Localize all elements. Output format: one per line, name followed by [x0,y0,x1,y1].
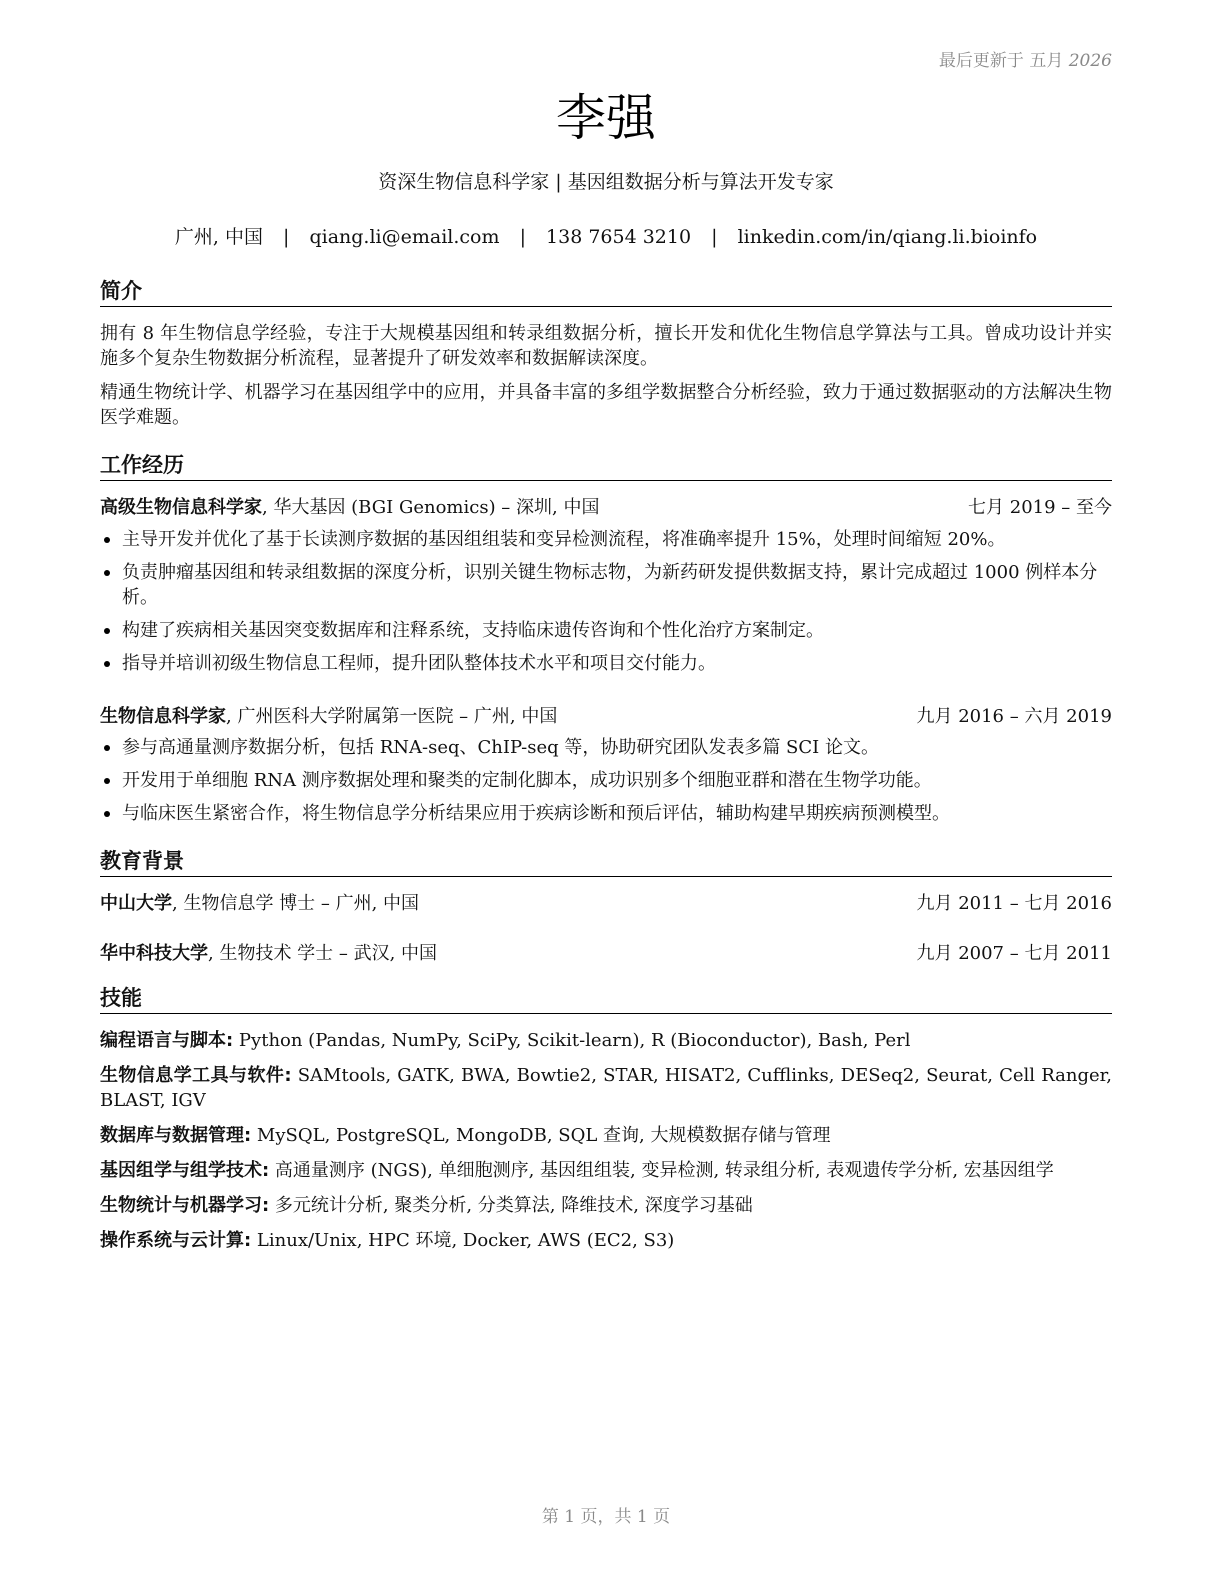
bullet-text: 开发用于单细胞 RNA 测序数据处理和聚类的定制化脚本，成功识别多个细胞亚群和潜在生物学功能。 [122,770,932,791]
education-entry [100,941,1112,966]
skill-row [100,1158,1112,1183]
candidate-name: 李强 [556,89,656,147]
skill-row [100,1123,1112,1148]
skill-value: MySQL, PostgreSQL, MongoDB, SQL 查询, 大规模数据存储与管理 [251,1125,831,1146]
job-header [100,495,1112,520]
skill-label: 基因组学与组学技术: [100,1160,270,1181]
section-title-summary: 简介 [100,278,1112,307]
contact-phone: 138 7654 3210 [546,226,692,248]
summary-section [100,278,1112,430]
bullet-dot-icon [104,778,110,784]
bullet-item [100,801,1112,826]
bullet-text: 负责肿瘤基因组和转录组数据的深度分析，识别关键生物标志物，为新药研发提供数据支持，累计完成超过 1000 例样本分析。 [122,562,1098,608]
skill-value: 多元统计分析, 聚类分析, 分类算法, 降维技术, 深度学习基础 [269,1195,753,1216]
bullet-text: 构建了疾病相关基因突变数据库和注释系统，支持临床遗传咨询和个性化治疗方案制定。 [122,620,824,641]
skill-value: Linux/Unix, HPC 环境, Docker, AWS (EC2, S3) [251,1230,675,1251]
education-detail: , 生物信息学 博士 – 广州, 中国 [172,893,420,914]
last-updated-year: 2026 [1068,51,1112,71]
job-dates: 七月 2019 – 至今 [968,497,1112,518]
education-section [100,848,1112,966]
skills-section [100,985,1112,1253]
job-dates: 九月 2016 – 六月 2019 [916,706,1112,727]
skill-value: 高通量测序 (NGS), 单细胞测序, 基因组组装, 变异检测, 转录组分析, 表观遗传学分析, 宏基因组学 [269,1160,1054,1181]
bullet-text: 主导开发并优化了基于长读测序数据的基因组组装和变异检测流程，将准确率提升 15%，处理时间缩短 20%。 [122,529,1006,550]
education-school: 中山大学 [100,893,172,914]
contact-separator: | [519,226,526,248]
skill-label: 生物统计与机器学习: [100,1195,270,1216]
bullet-dot-icon [104,661,110,667]
bullet-dot-icon [104,745,110,751]
job-org: , 华大基因 (BGI Genomics) – 深圳, 中国 [262,497,600,518]
education-entry [100,891,1112,916]
skill-label: 数据库与数据管理: [100,1125,252,1146]
job-role: 高级生物信息科学家 [100,497,262,518]
education-detail: , 生物技术 学士 – 武汉, 中国 [208,943,438,964]
summary-paragraph: 精通生物统计学、机器学习在基因组学中的应用，并具备丰富的多组学数据整合分析经验，致力于通过数据驱动的方法解决生物医学难题。 [100,382,1112,428]
skill-row [100,1193,1112,1218]
skill-row [100,1228,1112,1253]
job-role: 生物信息科学家 [100,706,226,727]
bullet-item [100,651,1112,676]
job-entry [100,495,1112,676]
job-bullets [100,735,1112,826]
bullet-dot-icon [104,628,110,634]
bullet-dot-icon [104,570,110,576]
contact-separator: | [283,226,290,248]
bullet-text: 参与高通量测序数据分析，包括 RNA-seq、ChIP-seq 等，协助研究团队发表多篇 SCI 论文。 [122,737,879,758]
last-updated [939,46,1112,71]
experience-section [100,452,1112,826]
contact-separator: | [711,226,718,248]
job-bullets [100,527,1112,676]
skill-row [100,1028,1112,1053]
bullet-text: 与临床医生紧密合作，将生物信息学分析结果应用于疾病诊断和预后评估，辅助构建早期疾病预测模型。 [122,803,950,824]
contact-linkedin[interactable]: linkedin.com/in/qiang.li.bioinfo [737,226,1038,248]
contact-email[interactable]: qiang.li@email.com [309,226,500,248]
skill-label: 生物信息学工具与软件: [100,1065,292,1086]
skill-label: 操作系统与云计算: [100,1230,252,1251]
bullet-item [100,735,1112,760]
candidate-headline: 资深生物信息科学家 | 基因组数据分析与算法开发专家 [378,171,834,193]
bullet-dot-icon [104,537,110,543]
contact-location: 广州, 中国 [174,226,263,248]
skill-value: SAMtools, GATK, BWA, Bowtie2, STAR, HISAT2, Cufflinks, DESeq2, Seurat, Cell Ranger, BLAST, IGV [100,1065,1113,1111]
section-title-education: 教育背景 [100,848,1112,877]
summary-paragraph: 拥有 8 年生物信息学经验，专注于大规模基因组和转录组数据分析，擅长开发和优化生物信息学算法与工具。曾成功设计并实施多个复杂生物数据分析流程，显著提升了研发效率和数据解读深度。 [100,323,1112,369]
skill-value: Python (Pandas, NumPy, SciPy, Scikit-learn), R (Bioconductor), Bash, Perl [233,1030,911,1051]
job-header [100,704,1112,729]
bullet-dot-icon [104,811,110,817]
bullet-item [100,618,1112,643]
section-title-experience: 工作经历 [100,452,1112,481]
skill-label: 编程语言与脚本: [100,1030,234,1051]
education-dates: 九月 2007 – 七月 2011 [916,943,1112,964]
page-number: 第 1 页，共 1 页 [541,1507,671,1527]
bullet-text: 指导并培训初级生物信息工程师，提升团队整体技术水平和项目交付能力。 [122,653,716,674]
skill-row [100,1063,1112,1113]
education-dates: 九月 2011 – 七月 2016 [916,893,1112,914]
bullet-item [100,768,1112,793]
last-updated-label: 最后更新于 五月 [938,51,1064,71]
job-entry [100,704,1112,826]
resume-page [100,0,1112,1584]
contact-line [100,224,1112,250]
job-org: , 广州医科大学附属第一医院 – 广州, 中国 [226,706,558,727]
bullet-item [100,560,1112,610]
section-title-skills: 技能 [100,985,1112,1014]
education-school: 华中科技大学 [100,943,208,964]
bullet-item [100,527,1112,552]
